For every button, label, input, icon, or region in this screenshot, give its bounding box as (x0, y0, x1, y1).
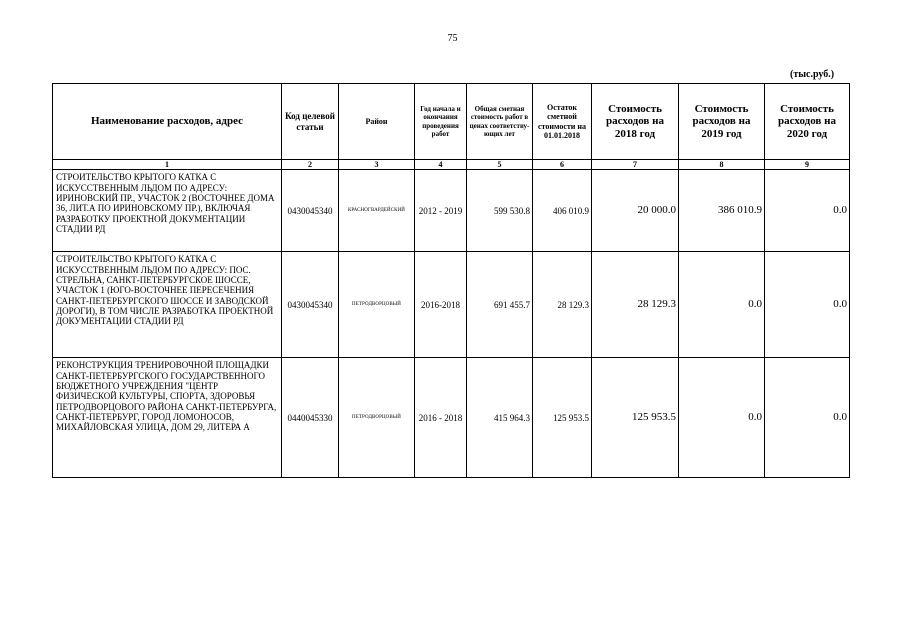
row-total-cost: 691 455.7 (467, 252, 533, 358)
budget-table (52, 83, 850, 478)
table-row (53, 252, 850, 358)
col-number: 1 (53, 160, 282, 170)
col-number: 6 (533, 160, 592, 170)
col-header-name: Наименование расходов, адрес (53, 84, 282, 160)
row-district: ПЕТРОДВОРЦОВЫЙ (339, 358, 415, 478)
header-row (53, 84, 850, 160)
col-header-cost-2019: Стоимость расходов на 2019 год (679, 84, 765, 160)
row-code: 0430045340 (282, 170, 339, 252)
row-years: 2012 - 2019 (415, 170, 467, 252)
table-row (53, 170, 850, 252)
row-code: 0430045340 (282, 252, 339, 358)
row-total-cost: 415 964.3 (467, 358, 533, 478)
col-header-years: Год начала и окончания проведения работ (415, 84, 467, 160)
row-code: 0440045330 (282, 358, 339, 478)
row-cost-2020: 0.0 (765, 252, 850, 358)
row-cost-2019: 0.0 (679, 252, 765, 358)
row-total-cost: 599 530.8 (467, 170, 533, 252)
row-district: ПЕТРОДВОРЦОВЫЙ (339, 252, 415, 358)
row-cost-2018: 125 953.5 (592, 358, 679, 478)
row-cost-2020: 0.0 (765, 358, 850, 478)
row-remaining: 28 129.3 (533, 252, 592, 358)
col-header-remaining: Остаток сметной стоимости на 01.01.2018 (533, 84, 592, 160)
row-remaining: 125 953.5 (533, 358, 592, 478)
col-header-cost-2018: Стоимость расходов на 2018 год (592, 84, 679, 160)
row-cost-2019: 386 010.9 (679, 170, 765, 252)
row-cost-2019: 0.0 (679, 358, 765, 478)
row-remaining: 406 010.9 (533, 170, 592, 252)
table-row (53, 358, 850, 478)
col-number: 8 (679, 160, 765, 170)
column-numbers-row (53, 160, 850, 170)
row-years: 2016-2018 (415, 252, 467, 358)
col-header-cost-2020: Стоимость расходов на 2020 год (765, 84, 850, 160)
col-number: 4 (415, 160, 467, 170)
col-number: 7 (592, 160, 679, 170)
page-number: 75 (447, 33, 458, 44)
col-header-district: Район (339, 84, 415, 160)
units-label: (тыс.руб.) (790, 69, 835, 80)
row-years: 2016 - 2018 (415, 358, 467, 478)
col-header-code: Код целевой статьи (282, 84, 339, 160)
row-cost-2018: 28 129.3 (592, 252, 679, 358)
col-number: 9 (765, 160, 850, 170)
col-number: 2 (282, 160, 339, 170)
col-number: 5 (467, 160, 533, 170)
row-name: СТРОИТЕЛЬСТВО КРЫТОГО КАТКА С ИСКУССТВЕННЫМ ЛЬДОМ ПО АДРЕСУ: ИРИНОВСКИЙ ПР., УЧАСТОК 2 (ВОСТОЧНЕЕ ДОМА 36, ЛИТ.А ПО ИРИНОВСКОМУ ПР.), ВКЛЮЧАЯ РАЗРАБОТКУ ПРОЕКТНОЙ ДОКУМЕНТАЦИИ СТАДИИ РД (53, 170, 282, 252)
col-number: 3 (339, 160, 415, 170)
row-district: КРАСНОГВАРДЕЙСКИЙ (339, 170, 415, 252)
row-cost-2018: 20 000.0 (592, 170, 679, 252)
col-header-total-cost: Общая сметная стоимость работ в ценах соответству-ющих лет (467, 84, 533, 160)
row-cost-2020: 0.0 (765, 170, 850, 252)
row-name: РЕКОНСТРУКЦИЯ ТРЕНИРОВОЧНОЙ ПЛОЩАДКИ САНКТ-ПЕТЕРБУРГСКОГО ГОСУДАРСТВЕННОГО БЮДЖЕТНОГО УЧРЕЖДЕНИЯ "ЦЕНТР ФИЗИЧЕСКОЙ КУЛЬТУРЫ, СПОРТА, ЗДОРОВЬЯ ПЕТРОДВОРЦОВОГО РАЙОНА САНКТ-ПЕТЕРБУРГА, САНКТ-ПЕТЕРБУРГ, ГОРОД ЛОМОНОСОВ, МИХАЙЛОВСКАЯ УЛИЦА, ДОМ 29, ЛИТЕРА А (53, 358, 282, 478)
row-name: СТРОИТЕЛЬСТВО КРЫТОГО КАТКА С ИСКУССТВЕННЫМ ЛЬДОМ ПО АДРЕСУ: ПОС. СТРЕЛЬНА, САНКТ-ПЕТЕРБУРГСКОЕ ШОССЕ, УЧАСТОК 1 (ЮГО-ВОСТОЧНЕЕ ПЕРЕСЕЧЕНИЯ САНКТ-ПЕТЕРБУРГСКОГО ШОССЕ И ЗАВОДСКОЙ ДОРОГИ), В ТОМ ЧИСЛЕ РАЗРАБОТКА ПРОЕКТНОЙ ДОКУМЕНТАЦИИ СТАДИИ РД (53, 252, 282, 358)
